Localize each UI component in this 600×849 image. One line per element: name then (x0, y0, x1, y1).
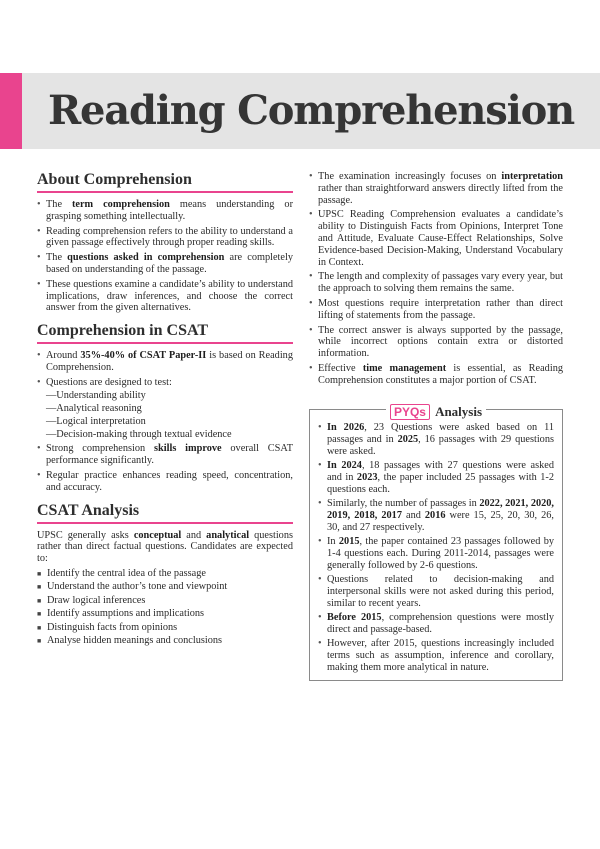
list-item: • The examination increasingly focuses on interpretation rather than straightforward answers directly lifted from the passage. (309, 171, 563, 206)
list-item: • Questions are designed to test: (37, 377, 293, 389)
list-item: • The questions asked in comprehension are completely based on understanding of the passage. (37, 252, 293, 276)
list-item: • The length and complexity of passages vary every year, but the approach to solving them remains the same. (309, 271, 563, 295)
list-item: • These questions examine a candidate’s ability to understand implications, draw inferences, and choose the correct answer from the given alternatives. (37, 279, 293, 314)
list-item: ■ Identify the central idea of the passage (37, 568, 293, 580)
analysis-intro: UPSC generally asks conceptual and analytical questions rather than direct factual questions. Candidates are expected to: (37, 529, 293, 565)
sub-item: —Understanding ability (46, 389, 146, 401)
pyq-tag: PYQs (390, 404, 430, 420)
list-item: • Before 2015, comprehension questions were mostly direct and passage-based. (318, 612, 554, 636)
pyq-list (318, 422, 554, 674)
csat-list-2 (37, 443, 293, 493)
sub-item: —Decision-making through textual evidence (46, 429, 232, 441)
list-item: • Around 35%-40% of CSAT Paper-II is based on Reading Comprehension. (37, 350, 293, 374)
analysis-list (37, 568, 293, 647)
right-list (309, 171, 563, 387)
list-item: • In 2024, 18 passages with 27 questions were asked and in 2023, the paper included 25 passages with 1-2 questions each. (318, 460, 554, 495)
list-item: ■ Draw logical inferences (37, 595, 293, 607)
page-title: Reading Comprehension (48, 87, 574, 134)
list-item: • Similarly, the number of passages in 2022, 2021, 2020, 2019, 2018, 2017 and 2016 were 15, 25, 20, 30, 26, 30, and 27 respectively. (318, 498, 554, 533)
list-item: • Most questions require interpretation rather than direct lifting of statements from the passage. (309, 298, 563, 322)
sub-item: —Logical interpretation (46, 415, 146, 427)
list-item: • In 2026, 23 Questions were asked based on 11 passages and in 2025, 16 passages with 29 questions were asked. (318, 422, 554, 457)
banner-accent (0, 73, 22, 149)
csat-heading: Comprehension in CSAT (37, 322, 293, 344)
list-item: • The term comprehension means understanding or grasping something intellectually. (37, 199, 293, 223)
list-item: ■ Distinguish facts from opinions (37, 622, 293, 634)
test-sublist (37, 389, 293, 442)
about-heading: About Comprehension (37, 171, 293, 193)
list-item: • UPSC Reading Comprehension evaluates a candidate’s ability to Distinguish Facts from Opinions, Interpret Tone and Attitude, Evaluate Cause-Effect Relationships, Solve Evidence-based Decision-Making, Understand Vocabulary in Context. (309, 209, 563, 268)
csat-list (37, 350, 293, 388)
list-item: • Regular practice enhances reading speed, concentration, and accuracy. (37, 470, 293, 494)
left-column (37, 171, 293, 648)
list-item: • Effective time management is essential, as Reading Comprehension constitutes a major portion of CSAT. (309, 363, 563, 387)
sub-item: —Analytical reasoning (46, 402, 142, 414)
list-item: • In 2015, the paper contained 23 passages followed by 1-4 questions each. During 2011-2014, passages were generally followed by 2-6 questions. (318, 536, 554, 571)
list-item: ■ Identify assumptions and implications (37, 608, 293, 620)
list-item: ■ Understand the author’s tone and viewpoint (37, 581, 293, 593)
list-item: • The correct answer is always supported by the passage, while incorrect options contain extra or distorted information. (309, 325, 563, 360)
list-item: • Strong comprehension skills improve overall CSAT performance significantly. (37, 443, 293, 467)
list-item: • However, after 2015, questions increasingly included terms such as assumption, inference and corollary, making them more analytical in nature. (318, 638, 554, 673)
about-list (37, 199, 293, 314)
pyq-header (310, 401, 562, 420)
title-banner (0, 73, 600, 149)
list-item: ■ Analyse hidden meanings and conclusions (37, 635, 293, 647)
pyq-title: Analysis (435, 404, 483, 419)
analysis-heading: CSAT Analysis (37, 502, 293, 524)
list-item: • Questions related to decision-making and interpersonal skills were not asked during this period, similar to recent years. (318, 574, 554, 609)
list-item: • Reading comprehension refers to the ability to understand a given passage effectively through proper reading skills. (37, 226, 293, 250)
right-column (309, 171, 563, 390)
pyq-analysis-box (309, 404, 563, 681)
